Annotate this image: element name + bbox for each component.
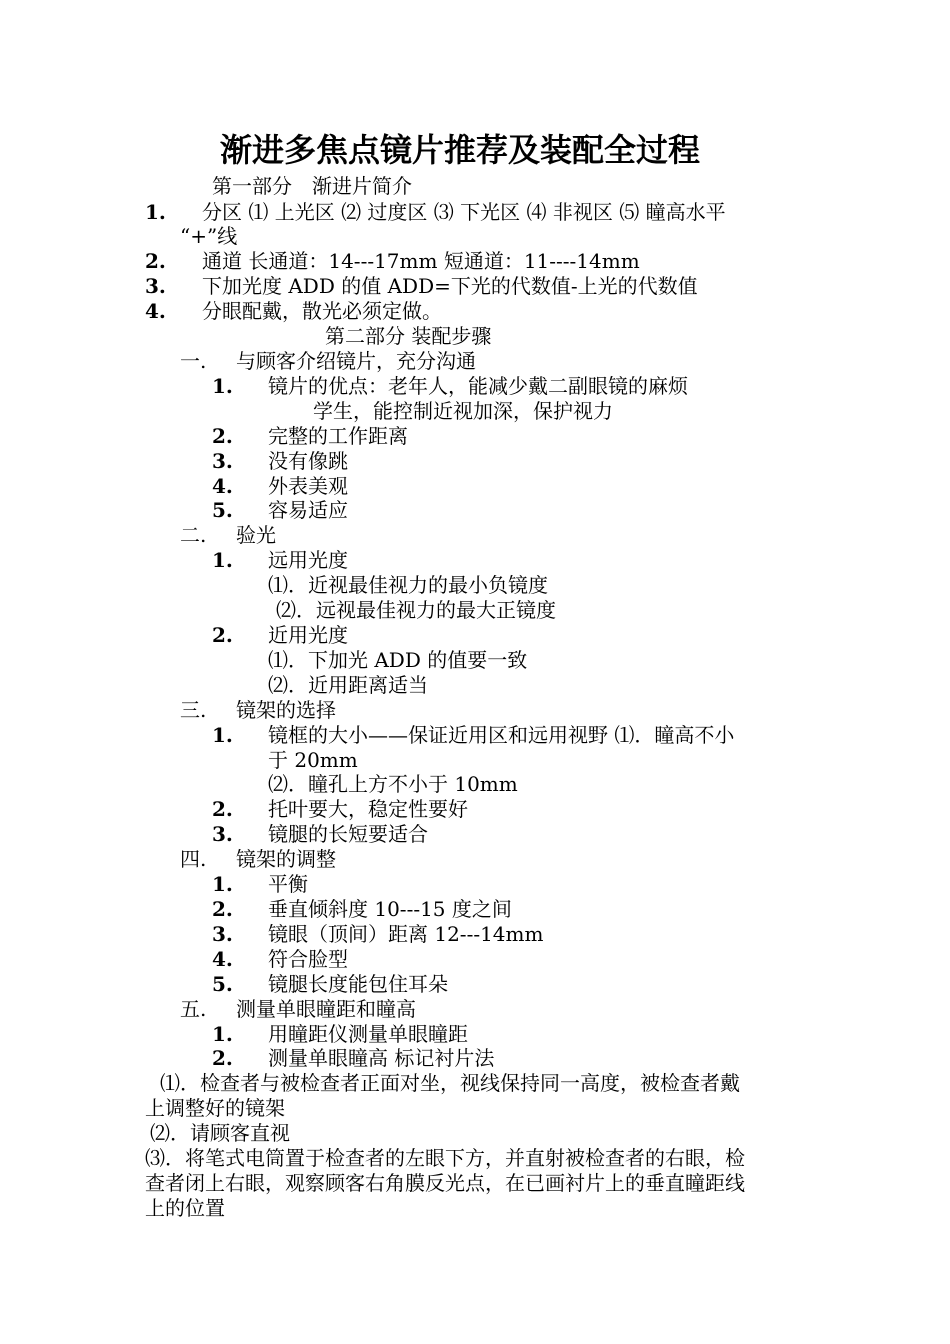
section-3-item-1-sub: ⑵．瞳孔上方不小于 10mm (268, 772, 518, 796)
section-1-label: 一. (180, 349, 207, 373)
section-1-item-1-continuation: 学生，能控制近视加深，保护视力 (313, 399, 613, 423)
part1-item-1-text: 分区 ⑴ 上光区 ⑵ 过度区 ⑶ 下光区 ⑷ 非视区 ⑸ 瞳高水平 (202, 200, 726, 224)
section-1-item-1-text: 镜片的优点：老年人，能减少戴二副眼镜的麻烦 (268, 374, 688, 398)
part1-item-2-number: 2. (145, 249, 166, 273)
section-5-step-3-line-1: ⑶．将笔式电筒置于检查者的左眼下方，并直射被检查者的右眼，检 (145, 1146, 745, 1170)
section-5-step-1-line-2: 上调整好的镜架 (145, 1096, 285, 1120)
section-3-item-1-number: 1. (212, 723, 233, 747)
section-2-label: 二. (180, 523, 207, 547)
section-2-item-2-sub-1: ⑴．下加光 ADD 的值要一致 (268, 648, 528, 672)
section-2-item-1-number: 1. (212, 548, 233, 572)
section-4-item-5-text: 镜腿长度能包住耳朵 (268, 972, 448, 996)
section-5-item-1-number: 1. (212, 1022, 233, 1046)
section-1-item-2-text: 完整的工作距离 (268, 424, 408, 448)
section-5-step-1-line-1: ⑴．检查者与被检查者正面对坐，视线保持同一高度，被检查者戴 (160, 1071, 740, 1095)
section-4-item-3-text: 镜眼（顶间）距离 12---14mm (268, 922, 544, 946)
section-3-item-1-text: 镜框的大小——保证近用区和远用视野 ⑴．瞳高不小 (268, 723, 735, 747)
section-1-item-4-text: 外表美观 (268, 474, 348, 498)
section-1-item-3-number: 3. (212, 449, 233, 473)
section-1-item-4-number: 4. (212, 474, 233, 498)
document-title: 渐进多焦点镜片推荐及装配全过程 (219, 131, 700, 169)
part1-item-4-number: 4. (145, 299, 166, 323)
section-1-item-1-number: 1. (212, 374, 233, 398)
section-5-label: 五. (180, 997, 207, 1021)
section-4-item-5-number: 5. (212, 972, 233, 996)
part1-item-4-text: 分眼配戴，散光必须定做。 (202, 299, 442, 323)
part1-item-3-text: 下加光度 ADD 的值 ADD=下光的代数值-上光的代数值 (202, 274, 698, 298)
section-2-item-1-sub-1: ⑴．近视最佳视力的最小负镜度 (268, 573, 548, 597)
section-3-item-3-number: 3. (212, 822, 233, 846)
section-1-item-2-number: 2. (212, 424, 233, 448)
section-2-item-1-sub-2: ⑵．远视最佳视力的最大正镜度 (276, 598, 556, 622)
section-5-step-2-line-1: ⑵．请顾客直视 (150, 1121, 290, 1145)
part1-item-1-continuation: “+”线 (180, 224, 238, 248)
part1-heading: 第一部分 渐进片简介 (212, 174, 412, 198)
section-4-item-2-text: 垂直倾斜度 10---15 度之间 (268, 897, 512, 921)
section-3-label: 三. (180, 698, 207, 722)
part1-item-1-number: 1. (145, 200, 166, 224)
part1-item-3-number: 3. (145, 274, 166, 298)
section-1-title: 与顾客介绍镜片，充分沟通 (236, 349, 476, 373)
section-4-label: 四. (180, 847, 207, 871)
section-5-step-3-line-3: 上的位置 (145, 1196, 225, 1220)
section-3-title: 镜架的选择 (236, 698, 336, 722)
section-2-item-2-number: 2. (212, 623, 233, 647)
section-4-item-3-number: 3. (212, 922, 233, 946)
section-5-item-2-number: 2. (212, 1046, 233, 1070)
section-4-item-4-text: 符合脸型 (268, 947, 348, 971)
section-5-step-3-line-2: 查者闭上右眼，观察顾客右角膜反光点，在已画衬片上的垂直瞳距线 (145, 1171, 745, 1195)
section-3-item-1-continuation: 于 20mm (268, 748, 358, 772)
section-2-item-1-text: 远用光度 (268, 548, 348, 572)
section-5-item-2-text: 测量单眼瞳高 标记衬片法 (268, 1046, 495, 1070)
section-5-title: 测量单眼瞳距和瞳高 (236, 997, 416, 1021)
section-2-item-2-text: 近用光度 (268, 623, 348, 647)
section-3-item-2-number: 2. (212, 797, 233, 821)
section-4-item-2-number: 2. (212, 897, 233, 921)
section-2-title: 验光 (236, 523, 276, 547)
section-1-item-3-text: 没有像跳 (268, 449, 348, 473)
part1-item-2-text: 通道 长通道：14---17mm 短通道：11----14mm (202, 249, 640, 273)
section-1-item-5-number: 5. (212, 498, 233, 522)
part2-heading: 第二部分 装配步骤 (325, 324, 492, 348)
section-4-item-1-number: 1. (212, 872, 233, 896)
section-3-item-3-text: 镜腿的长短要适合 (268, 822, 428, 846)
section-4-item-4-number: 4. (212, 947, 233, 971)
section-5-item-1-text: 用瞳距仪测量单眼瞳距 (268, 1022, 468, 1046)
section-4-item-1-text: 平衡 (268, 872, 308, 896)
section-4-title: 镜架的调整 (236, 847, 336, 871)
section-1-item-5-text: 容易适应 (268, 498, 348, 522)
section-3-item-2-text: 托叶要大，稳定性要好 (268, 797, 468, 821)
section-2-item-2-sub-2: ⑵．近用距离适当 (268, 673, 428, 697)
